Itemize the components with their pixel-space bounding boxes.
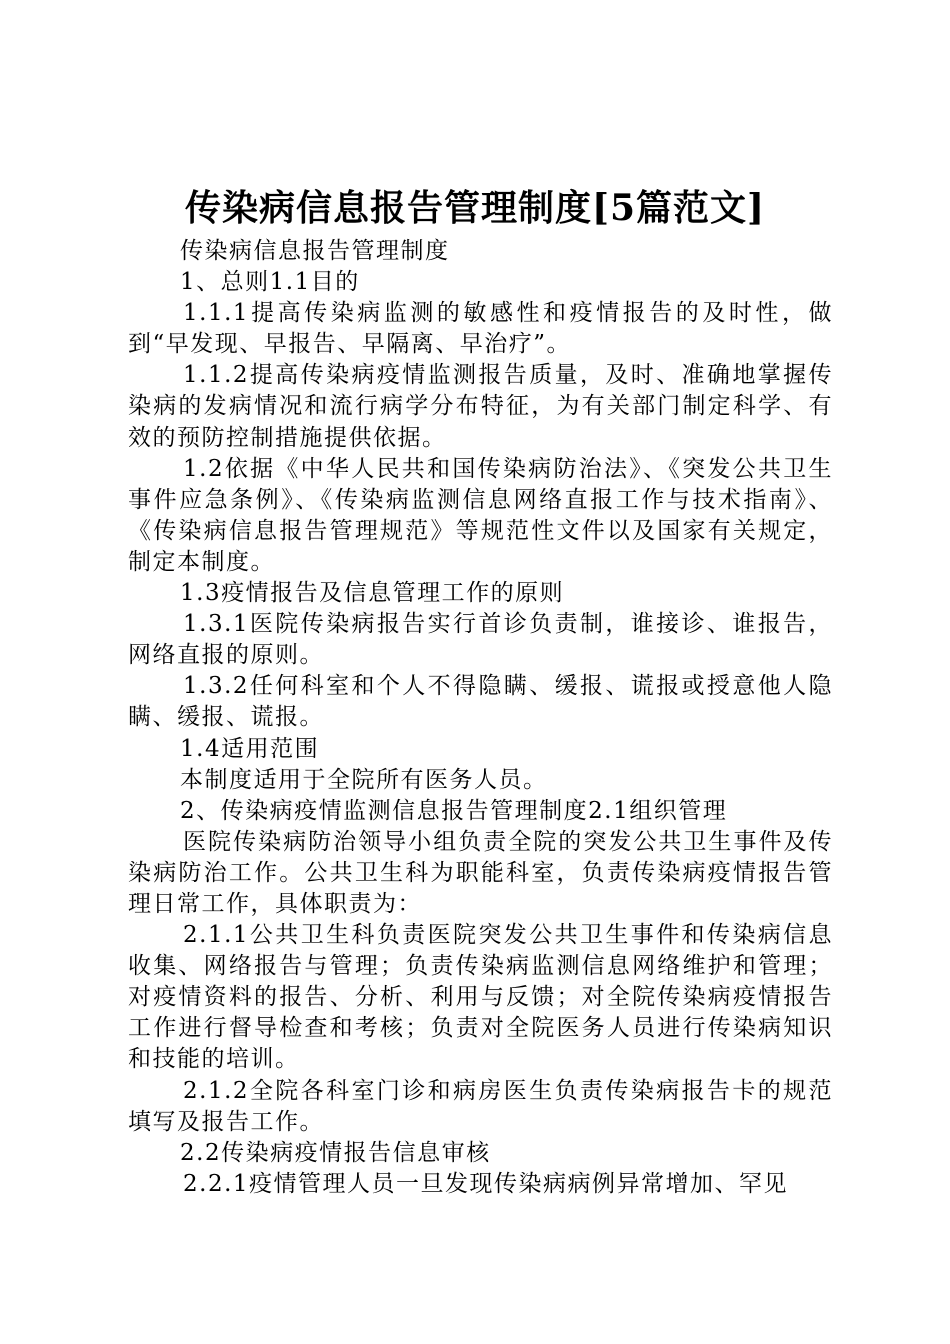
- paragraph: 1、总则1.1目的: [180, 269, 360, 296]
- paragraph: 2.1.1公共卫生科负责医院突发公共卫生事件和传染病信息收集、网络报告与管理；负责传染病监测信息网络维护和管理；对疫情资料的报告、分析、利用与反馈；对全院传染病疫情报告工作进行督导检查和考核；负责对全院医务人员进行传染病知识和技能的培训。: [128, 922, 833, 1073]
- paragraph: 1.1.1提高传染病监测的敏感性和疫情报告的及时性，做到“早发现、早报告、早隔离、早治疗”。: [128, 300, 833, 358]
- paragraph: 1.2依据《中华人民共和国传染病防治法》、《突发公共卫生事件应急条例》、《传染病监测信息网络直报工作与技术指南》、《传染病信息报告管理规范》等规范性文件以及国家有关规定，制定本制度。: [128, 455, 833, 575]
- paragraph: 1.3.1医院传染病报告实行首诊负责制，谁接诊、谁报告，网络直报的原则。: [128, 611, 833, 669]
- paragraph: 1.4适用范围: [180, 735, 320, 762]
- paragraph: 2.2传染病疫情报告信息审核: [180, 1139, 491, 1166]
- paragraph: 1.1.2提高传染病疫情监测报告质量，及时、准确地掌握传染病的发病情况和流行病学分布特征，为有关部门制定科学、有效的预防控制措施提供依据。: [128, 362, 833, 451]
- paragraph: 医院传染病防治领导小组负责全院的突发公共卫生事件及传染病防治工作。公共卫生科为职能科室，负责传染病疫情报告管理日常工作，具体职责为：: [128, 828, 833, 917]
- paragraph: 2、传染病疫情监测信息报告管理制度2.1组织管理: [180, 797, 728, 824]
- paragraph: 2.2.1疫情管理人员一旦发现传染病病例异常增加、罕见: [183, 1170, 789, 1197]
- paragraph: 传染病信息报告管理制度: [180, 238, 450, 264]
- paragraph: 本制度适用于全院所有医务人员。: [180, 766, 548, 793]
- document-title: 传染病信息报告管理制度[5篇范文]: [184, 187, 766, 229]
- paragraph: 1.3疫情报告及信息管理工作的原则: [180, 580, 565, 607]
- document-body: [128, 236, 833, 1200]
- paragraph: 1.3.2任何科室和个人不得隐瞒、缓报、谎报或授意他人隐瞒、缓报、谎报。: [128, 673, 833, 731]
- paragraph: 2.1.2全院各科室门诊和病房医生负责传染病报告卡的规范填写及报告工作。: [128, 1077, 833, 1135]
